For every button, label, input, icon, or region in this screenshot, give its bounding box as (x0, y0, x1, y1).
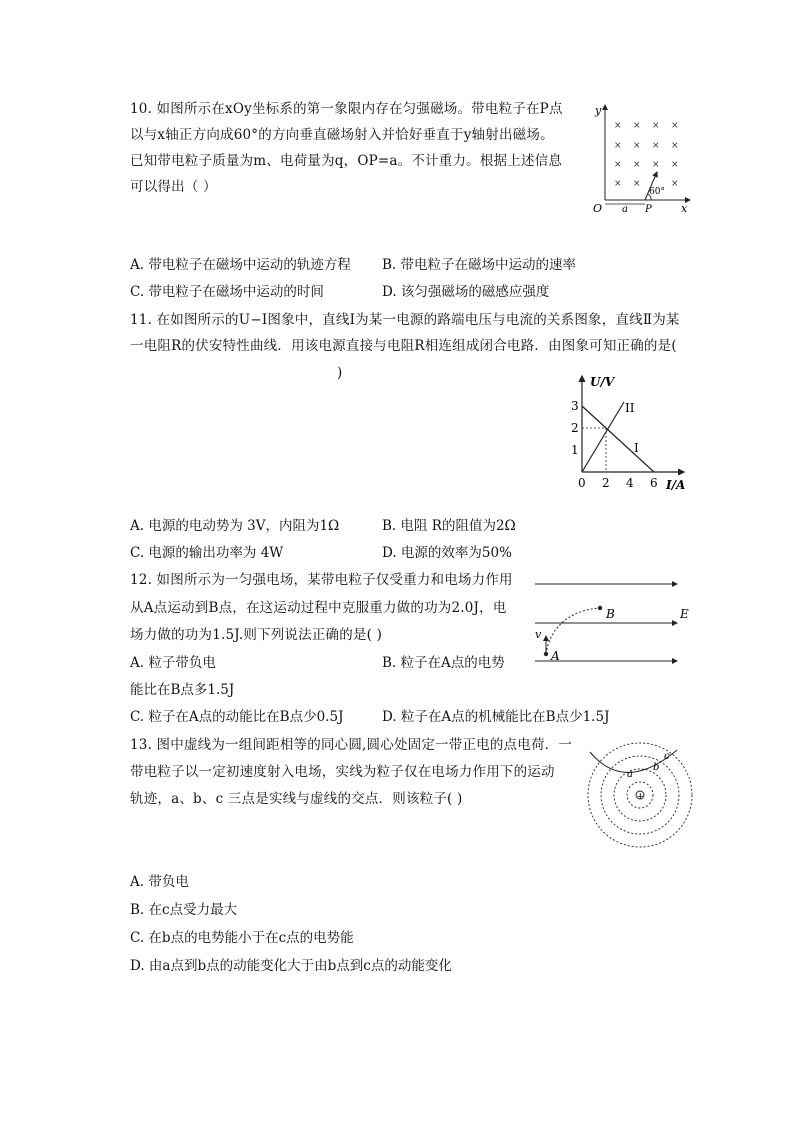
q10-magnetic-field-figure (585, 100, 695, 212)
q10-x-label: x (681, 202, 688, 212)
svg-text:×: × (633, 179, 641, 189)
q11-option-c[interactable]: C. 电源的输出功率为 4W (130, 545, 284, 561)
q12-point-a (544, 652, 548, 656)
q11-line-3: ) (337, 365, 343, 381)
q11-x-tick-6: 6 (650, 476, 658, 490)
svg-text:×: × (633, 121, 641, 131)
q13-option-b[interactable]: B. 在c点受力最大 (130, 902, 238, 918)
svg-text:×: × (633, 141, 641, 151)
q11-x-axis-label: I/A (666, 478, 686, 492)
q12-point-b-label: B (606, 607, 615, 621)
q10-line-4: 可以得出（ ） (130, 179, 217, 195)
q13-line-3: 轨迹，a、b、c 三点是实线与虚线的交点．则该粒子( ) (130, 791, 463, 807)
q10-line-2: 以与x轴正方向成60°的方向垂直磁场射入并恰好垂直于y轴射出磁场。 (130, 127, 554, 143)
q11-line-2: 一电阻R的伏安特性曲线．用该电源直接与电阻R相连组成闭合电路．由图象可知正确的是( (130, 338, 677, 354)
q11-line-i-label: I (634, 441, 639, 455)
q11-x-tick-0: 0 (578, 476, 586, 490)
q13-line-2: 带电粒子以一定初速度射入电场，实线为粒子仅在电场力作用下的运动 (130, 764, 555, 780)
q12-field-label: E (680, 607, 689, 621)
q12-point-a-label: A (551, 649, 560, 663)
q12-trajectory (546, 608, 600, 654)
q10-option-c[interactable]: C. 带电粒子在磁场中运动的时间 (130, 284, 324, 300)
q10-option-d[interactable]: D. 该匀强磁场的磁感应强度 (382, 284, 550, 300)
q13-center-symbol: + (636, 792, 645, 802)
q13-option-d[interactable]: D. 由a点到b点的动能变化大于由b点到c点的动能变化 (130, 958, 452, 974)
q11-option-d[interactable]: D. 电源的效率为50% (382, 545, 512, 561)
q10-line-3: 已知带电粒子质量为m、电荷量为q，OP=a。不计重力。根据上述信息 (130, 153, 563, 169)
q13-point-b: b (653, 762, 660, 773)
q11-y-axis-label: U/V (590, 375, 615, 389)
q12-option-b[interactable]: B. 粒子在A点的电势 (382, 655, 505, 671)
q12-option-c[interactable]: C. 粒子在A点的动能比在B点少0.5J (130, 709, 344, 725)
svg-text:×: × (633, 160, 641, 170)
q12-option-a[interactable]: A. 粒子带负电 (130, 655, 216, 671)
svg-text:×: × (671, 141, 679, 151)
q11-x-tick-4: 4 (626, 476, 634, 490)
q13-point-a: a (627, 769, 633, 780)
q12-option-d[interactable]: D. 粒子在A点的机械能比在B点少1.5J (382, 709, 610, 725)
q10-field-crosses (614, 121, 679, 189)
q12-point-b (598, 606, 602, 610)
q10-angle-label: 60° (649, 187, 665, 197)
svg-text:×: × (671, 179, 679, 189)
q11-line-1: 11. 在如图所示的U−I图象中，直线Ⅰ为某一电源的路端电压与电流的关系图象，直线Ⅱ为某 (130, 312, 680, 328)
q11-line-ii-label: II (625, 401, 635, 415)
q11-y-tick-3: 3 (571, 399, 579, 413)
q10-p-label: P (645, 204, 652, 212)
q13-option-c[interactable]: C. 在b点的电势能小于在c点的电势能 (130, 930, 354, 946)
svg-text:×: × (614, 121, 622, 131)
q10-option-a[interactable]: A. 带电粒子在磁场中运动的轨迹方程 (130, 257, 351, 273)
svg-text:×: × (614, 141, 622, 151)
q10-option-b[interactable]: B. 带电粒子在磁场中运动的速率 (382, 257, 577, 273)
svg-text:×: × (652, 141, 660, 151)
q11-line-i (582, 406, 654, 472)
q10-a-label: a (622, 204, 628, 212)
q11-option-b[interactable]: B. 电阻 R的阻值为2Ω (382, 518, 516, 534)
svg-text:×: × (652, 121, 660, 131)
q12-velocity-label: v (535, 628, 542, 641)
q11-ui-graph (562, 372, 702, 494)
q12-line-1: 12. 如图所示为一匀强电场，某带电粒子仅受重力和电场力作用 (130, 572, 513, 588)
q13-option-a[interactable]: A. 带负电 (130, 874, 189, 890)
q10-y-label: y (595, 104, 602, 117)
svg-text:×: × (614, 160, 622, 170)
q11-option-a[interactable]: A. 电源的电动势为 3V，内阻为1Ω (130, 518, 340, 534)
q11-x-tick-2: 2 (602, 476, 610, 490)
q13-concentric-circles-figure (585, 742, 705, 854)
q12-line-2: 从A点运动到B点，在这运动过程中克服重力做的功为2.0J，电 (130, 600, 507, 616)
q13-line-1: 13. 图中虚线为一组间距相等的同心圆,圆心处固定一带正电的点电荷．一 (130, 737, 573, 753)
svg-text:×: × (614, 179, 622, 189)
q12-option-b-cont[interactable]: 能比在B点多1.5J (130, 682, 235, 698)
svg-text:×: × (671, 121, 679, 131)
svg-text:×: × (652, 160, 660, 170)
q12-electric-field-figure (530, 572, 695, 672)
svg-text:×: × (671, 160, 679, 170)
q10-origin-label: O (593, 202, 603, 212)
q11-y-tick-2: 2 (571, 421, 579, 435)
q11-y-tick-1: 1 (571, 443, 579, 457)
q10-line-1: 10. 如图所示在xOy坐标系的第一象限内存在匀强磁场。带电粒子在P点 (130, 101, 563, 117)
q13-point-c: c (664, 751, 670, 762)
q12-line-3: 场力做的功为1.5J.则下列说法正确的是( ) (130, 627, 383, 643)
